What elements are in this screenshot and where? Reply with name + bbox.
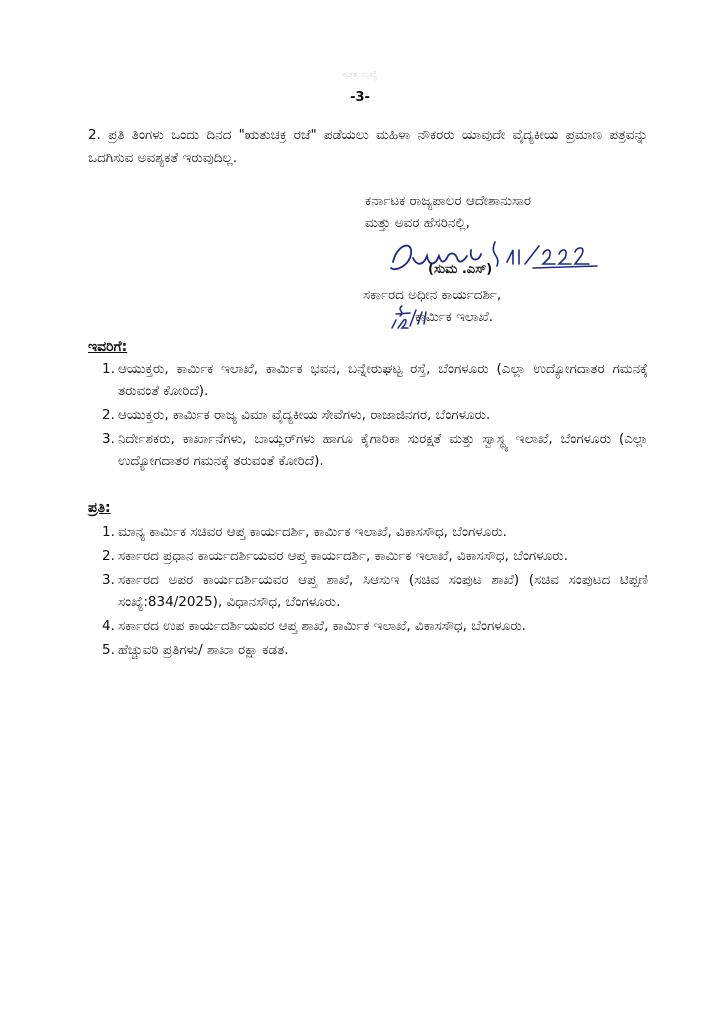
order-paragraph (88, 124, 648, 170)
list-item (88, 615, 648, 637)
copies-list (88, 521, 648, 663)
list-item (88, 639, 648, 661)
item-text: ಹೆಚ್ಚುವರಿ ಪ್ರತಿಗಳು/ ಶಾಖಾ ರಕ್ಷಾ ಕಡತ. (118, 642, 289, 658)
page-number: -3- (350, 90, 370, 105)
item-number: 3. (102, 572, 115, 588)
authority-block (365, 190, 645, 234)
item-number: 2. (102, 407, 115, 423)
item-text: ಸರ್ಕಾರದ ಅಪರ ಕಾರ್ಯದರ್ಶಿಯವರ ಆಪ್ತ ಶಾಖೆ, ಸಿಆಸುಇ (ಸಚಿವ ಸಂಪುಟ ಶಾಖೆ) (ಸಚಿವ ಸಂಪುಟದ ಟಿಪ್ಪಣಿ ಸಂಖ್ಯೆ:834/2025), ವಿಧಾನಸೌಧ, ಬೆಂಗಳೂರು. (118, 572, 648, 610)
faint-header-text: ಕಡತ ಸಂಖ್ಯೆ (342, 70, 378, 80)
paragraph-text: ಪ್ರತಿ ತಿಂಗಳು ಒಂದು ದಿನದ "ಋತುಚಕ್ರ ರಜೆ" ಪಡೆಯಲು ಮಹಿಳಾ ನೌಕರರು ಯಾವುದೇ ವೈದ್ಯಕೀಯ ಪ್ರಮಾಣ ಪತ್ರವನ್ನು ಒದಗಿಸುವ ಅವಶ್ಯಕತೆ ಇರುವುದಿಲ್ಲ. (88, 127, 648, 166)
designation-line-2: ಕಾರ್ಮಿಕ ಇಲಾಖೆ. (415, 309, 494, 325)
item-text: ನಿರ್ದೇಶಕರು, ಕಾರ್ಖಾನೆಗಳು, ಬಾಯ್ಲರ್‌ಗಳು ಹಾಗೂ ಕೈಗಾರಿಕಾ ಸುರಕ್ಷತೆ ಮತ್ತು ಸ್ವಾಸ್ಥ್ಯ ಇಲಾಖೆ, ಬೆಂಗಳೂರು (ಎಲ್ಲಾ ಉದ್ಯೋಗದಾತರ ಗಮನಕ್ಕೆ ತರುವಂತೆ ಕೋರಿದೆ). (118, 431, 648, 469)
list-item (88, 569, 648, 613)
item-text: ಸರ್ಕಾರದ ಉಪ ಕಾರ್ಯದರ್ಶಿಯವರ ಆಪ್ತ ಶಾಖೆ, ಕಾರ್ಮಿಕ ಇಲಾಖೆ, ವಿಕಾಸಸೌಧ, ಬೆಂಗಳೂರು. (118, 618, 526, 634)
paragraph-number: 2. (88, 127, 101, 143)
list-item (88, 404, 648, 426)
item-text: ಮಾನ್ಯ ಕಾರ್ಮಿಕ ಸಚಿವರ ಆಪ್ತ ಕಾರ್ಯದರ್ಶಿ, ಕಾರ್ಮಿಕ ಇಲಾಖೆ, ವಿಕಾಸಸೌಧ, ಬೆಂಗಳೂರು. (118, 524, 507, 540)
designation-line-1: ಸರ್ಕಾರದ ಅಧೀನ ಕಾರ್ಯದರ್ಶಿ, (363, 287, 502, 303)
item-text: ಸರ್ಕಾರದ ಪ್ರಧಾನ ಕಾರ್ಯದರ್ಶಿಯವರ ಆಪ್ತ ಕಾರ್ಯದರ್ಶಿ, ಕಾರ್ಮಿಕ ಇಲಾಖೆ, ವಿಕಾಸಸೌಧ, ಬೆಂಗಳೂರು. (118, 548, 568, 564)
item-number: 1. (102, 361, 115, 377)
authority-line-2: ಮತ್ತು ಅವರ ಹೆಸರಿನಲ್ಲಿ, (365, 215, 470, 231)
authority-line-1: ಕರ್ನಾಟಕ ರಾಜ್ಯಪಾಲರ ಆದೇಶಾನುಸಾರ (365, 193, 532, 209)
list-item (88, 428, 648, 472)
item-text: ಆಯುಕ್ತರು, ಕಾರ್ಮಿಕ ಇಲಾಖೆ, ಕಾರ್ಮಿಕ ಭವನ, ಬನ್ನೇರುಘಟ್ಟ ರಸ್ತೆ, ಬೆಂಗಳೂರು (ಎಲ್ಲಾ ಉದ್ಯೋಗದಾತರ ಗಮನಕ್ಕೆ ತರುವಂತೆ ಕೋರಿದೆ). (118, 361, 648, 399)
item-number: 4. (102, 618, 115, 634)
signatory-name: (ಸುಮ .ಎಸ್) (428, 262, 493, 277)
handwritten-signature (383, 232, 603, 278)
list-item (88, 545, 648, 567)
copies-title: ಪ್ರತಿ: (88, 500, 111, 516)
item-number: 2. (102, 548, 115, 564)
list-item (88, 521, 648, 543)
list-item (88, 358, 648, 402)
item-text: ಆಯುಕ್ತರು, ಕಾರ್ಮಿಕ ರಾಜ್ಯ ವಿಮಾ ವೈದ್ಯಕೀಯ ಸೇವೆಗಳು, ರಾಜಾಜಿನಗರ, ಬೆಂಗಳೂರು. (118, 407, 491, 423)
item-number: 5. (102, 642, 115, 658)
handwritten-initials (388, 302, 428, 332)
item-number: 3. (102, 431, 115, 447)
recipients-title: ಇವರಿಗೆ: (88, 339, 128, 355)
recipients-list (88, 358, 648, 474)
item-number: 1. (102, 524, 115, 540)
